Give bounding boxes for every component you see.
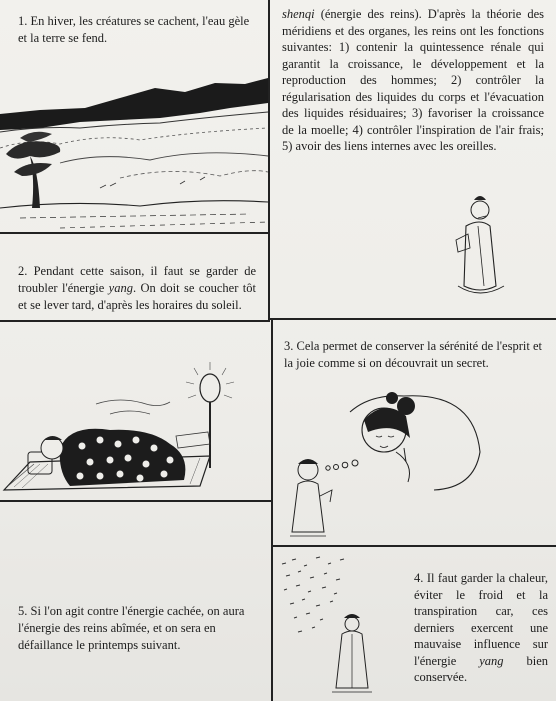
- sleeping-person-illustration: [0, 360, 268, 500]
- standing-figure: [332, 614, 372, 692]
- left-rule-3: [0, 500, 272, 502]
- center-divider: [268, 0, 270, 320]
- panel-3-caption: 3. Cela permet de conserver la sérénité de l'esprit et la joie comme si on découvrait un secret.: [284, 339, 542, 370]
- left-rule-1: [0, 232, 269, 234]
- wind-dots: [282, 557, 344, 632]
- column-continuation-text: shenqi (énergie des reins). D'après la théorie des méridiens et des organes, les reins ont les fonctions suivantes: 1) contenir la quintessence rénale qui garantit la croissance, le développement et la reproduction des hommes; 2) contrôler la régularisation des liquides du corps et l'évacuation des liquides résiduaires; 3) favoriser la croissance de la moelle; 4) contrôler l'inspiration de l'air frais; 5) avoir des liens internes avec les oreilles.: [282, 7, 544, 153]
- panel-2-caption: 2. Pendant cette saison, il faut se garder de troubler l'énergie yang. On doit se coucher tôt et se lever tard, d'après les horaires du soleil.: [18, 264, 256, 312]
- thinking-scene-illustration: [284, 392, 544, 547]
- child-figure: [290, 459, 332, 536]
- winter-landscape-illustration: [0, 68, 268, 232]
- lantern-icon: [186, 362, 234, 468]
- panel-4-caption: 4. Il faut garder la chaleur, éviter le froid et la transpiration car, ces derniers exercent une mauvaise influence sur l'énergie yang bien conservée.: [414, 571, 548, 684]
- center-divider-lower: [271, 320, 273, 701]
- woman-face: [362, 392, 415, 482]
- panel-5-caption: 5. Si l'on agit contre l'énergie cachée, on aura l'énergie des reins abîmée, et on sera en défaillance le printemps suivant.: [18, 604, 245, 652]
- right-rule-1: [270, 318, 556, 320]
- sage-figure-illustration: [450, 190, 510, 305]
- left-rule-2: [0, 320, 270, 322]
- wind-figure-illustration: [276, 552, 410, 698]
- panel-1-caption: 1. En hiver, les créatures se cachent, l'eau gèle et la terre se fend.: [18, 14, 250, 45]
